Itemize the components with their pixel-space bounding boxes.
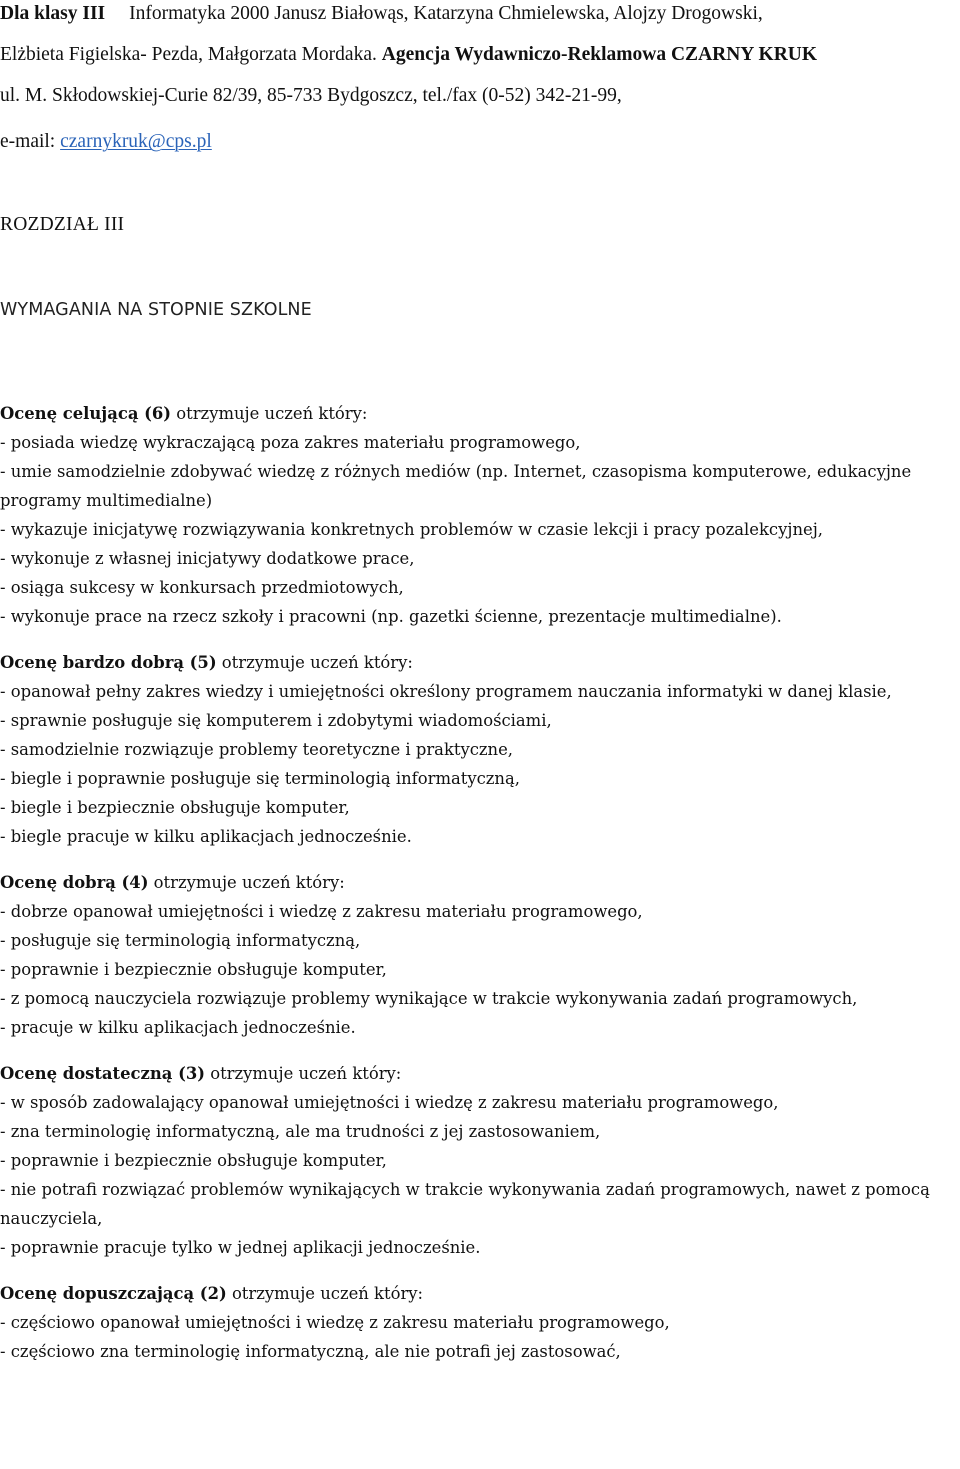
grade-heading-suffix: otrzymuje uczeń który:	[216, 653, 413, 672]
email-label: e-mail:	[0, 131, 56, 152]
requirement-item: - posiada wiedzę wykraczającą poza zakres materiału programowego,	[0, 433, 581, 452]
grade-section	[0, 399, 960, 631]
grade-heading	[0, 1059, 960, 1088]
requirement-item: - poprawnie pracuje tylko w jednej aplikacji jednocześnie.	[0, 1238, 481, 1257]
grade-heading	[0, 648, 960, 677]
grade-section	[0, 868, 960, 1042]
grade-heading-suffix: otrzymuje uczeń który:	[171, 404, 368, 423]
requirement-item: - umie samodzielnie zdobywać wiedzę z różnych mediów (np. Internet, czasopisma komputerowe, edukacyjne programy multimedialne)	[0, 462, 912, 510]
requirement-item: - częściowo zna terminologię informatyczną, ale nie potrafi jej zastosować,	[0, 1342, 621, 1361]
requirement-item: - biegle i poprawnie posługuje się terminologią informatyczną,	[0, 769, 520, 788]
header-line-2	[0, 44, 817, 66]
grade-name: Ocenę dopuszczającą (2)	[0, 1284, 227, 1303]
grade-heading-suffix: otrzymuje uczeń który:	[226, 1284, 424, 1303]
publisher-name: Agencja Wydawniczo-Reklamowa CZARNY KRUK	[381, 44, 818, 65]
grade-section	[0, 1059, 960, 1262]
grade-requirements	[0, 399, 960, 1383]
requirement-item: - z pomocą nauczyciela rozwiązuje problemy wynikające w trakcie wykonywania zadań programowych,	[0, 989, 858, 1008]
requirement-item: - sprawnie posługuje się komputerem i zdobytymi wiadomościami,	[0, 711, 552, 730]
requirement-item: - dobrze opanował umiejętności i wiedzę z zakresu materiału programowego,	[0, 902, 643, 921]
grade-name: Ocenę dostateczną (3)	[0, 1064, 205, 1083]
requirement-item: - biegle i bezpiecznie obsługuje komputer,	[0, 798, 350, 817]
requirement-item: - w sposób zadowalający opanował umiejętności i wiedzę z zakresu materiału programowego,	[0, 1093, 779, 1112]
chapter-heading: ROZDZIAŁ III	[0, 214, 125, 235]
requirement-item: - pracuje w kilku aplikacjach jednocześnie.	[0, 1018, 356, 1037]
grade-heading	[0, 868, 960, 897]
requirement-item: - zna terminologię informatyczną, ale ma trudności z jej zastosowaniem,	[0, 1122, 601, 1141]
header-line-1	[0, 3, 763, 25]
requirement-item: - biegle pracuje w kilku aplikacjach jednocześnie.	[0, 827, 412, 846]
requirement-item: - nie potrafi rozwiązać problemów wynikających w trakcie wykonywania zadań programowych, nawet z pomocą nauczyciela,	[0, 1180, 930, 1228]
grade-heading	[0, 399, 960, 428]
grade-name: Ocenę dobrą (4)	[0, 873, 149, 892]
grade-name: Ocenę bardzo dobrą (5)	[0, 653, 217, 672]
requirement-item: - samodzielnie rozwiązuje problemy teoretyczne i praktyczne,	[0, 740, 513, 759]
grade-section	[0, 1279, 960, 1366]
publisher-address: ul. M. Skłodowskiej-Curie 82/39, 85-733 Bydgoszcz, tel./fax (0-52) 342-21-99,	[0, 85, 622, 106]
email-link[interactable]: czarnykruk@cps.pl	[60, 131, 212, 152]
requirement-item: - poprawnie i bezpiecznie obsługuje komputer,	[0, 1151, 387, 1170]
header-line-4	[0, 131, 212, 153]
book-authors-continued: Elżbieta Figielska- Pezda, Małgorzata Mordaka.	[0, 44, 377, 65]
grade-section	[0, 648, 960, 851]
page-title: WYMAGANIA NA STOPNIE SZKOLNE	[0, 300, 312, 320]
requirement-item: - posługuje się terminologią informatyczną,	[0, 931, 361, 950]
book-authors: Informatyka 2000 Janusz Białowąs, Katarzyna Chmielewska, Alojzy Drogowski,	[129, 3, 763, 24]
grade-name: Ocenę celującą (6)	[0, 404, 172, 423]
requirement-item: - wykonuje prace na rzecz szkoły i pracowni (np. gazetki ścienne, prezentacje multimedialne).	[0, 607, 782, 626]
requirement-item: - wykonuje z własnej inicjatywy dodatkowe prace,	[0, 549, 415, 568]
requirement-item: - opanował pełny zakres wiedzy i umiejętności określony programem nauczania informatyki w danej klasie,	[0, 682, 892, 701]
grade-heading-suffix: otrzymuje uczeń który:	[148, 873, 345, 892]
requirement-item: - wykazuje inicjatywę rozwiązywania konkretnych problemów w czasie lekcji i pracy pozalekcyjnej,	[0, 520, 823, 539]
requirement-item: - osiąga sukcesy w konkursach przedmiotowych,	[0, 578, 404, 597]
requirement-item: - częściowo opanował umiejętności i wiedzę z zakresu materiału programowego,	[0, 1313, 670, 1332]
class-label: Dla klasy III	[0, 3, 106, 24]
grade-heading-suffix: otrzymuje uczeń który:	[205, 1064, 402, 1083]
grade-heading	[0, 1279, 960, 1308]
requirement-item: - poprawnie i bezpiecznie obsługuje komputer,	[0, 960, 387, 979]
